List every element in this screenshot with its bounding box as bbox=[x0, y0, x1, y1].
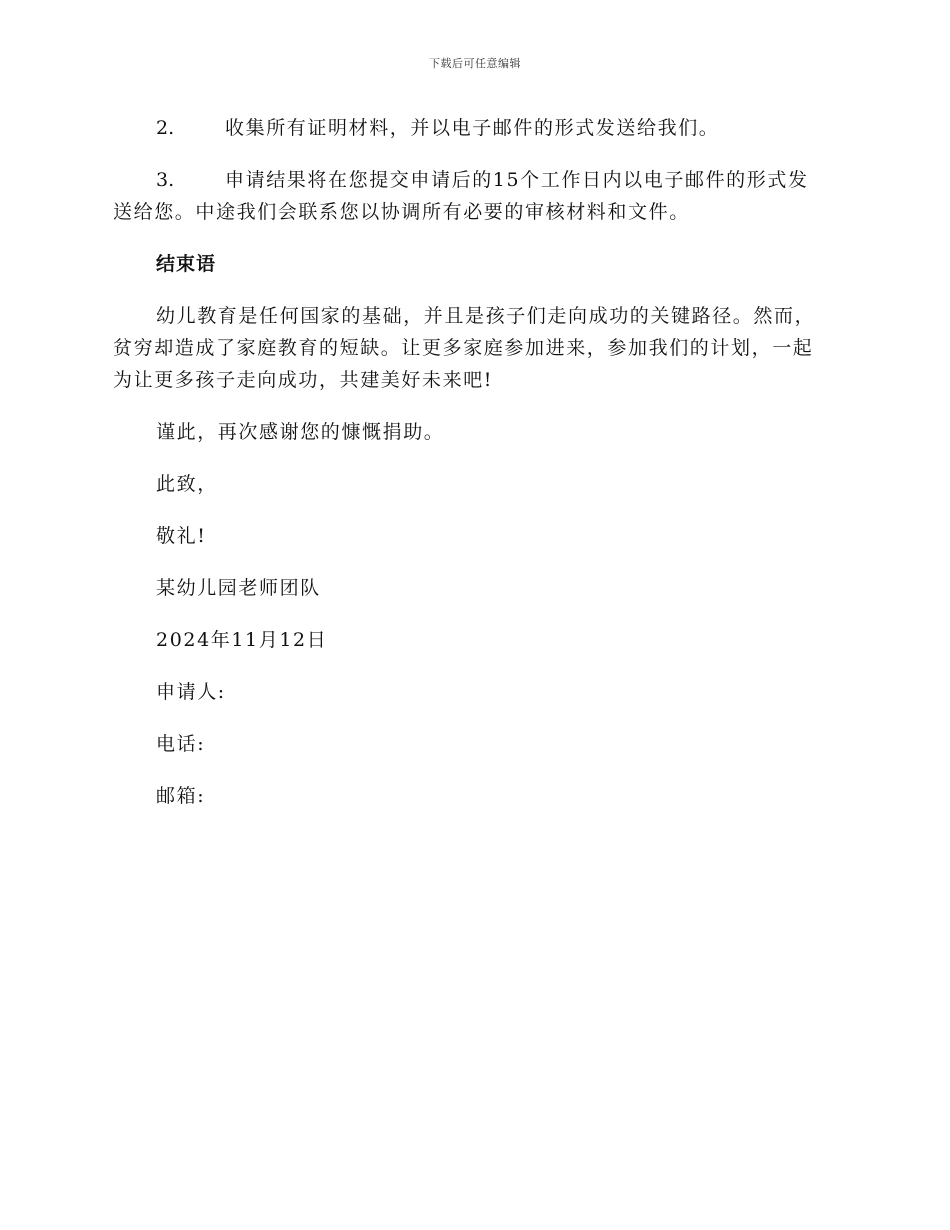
step-text: 申请结果将在您提交申请后的15个工作日内以电子邮件的形式发送给您。中途我们会联系您以协调所有必要的审核材料和文件。 bbox=[113, 169, 809, 223]
header-note: 下载后可任意编辑 bbox=[429, 57, 521, 70]
regards-line: 敬礼! bbox=[156, 525, 207, 547]
phone-label: 电话: bbox=[156, 733, 206, 755]
document-body bbox=[113, 112, 823, 832]
step-number: 2. bbox=[156, 117, 175, 139]
closing-paragraph: 幼儿教育是任何国家的基础，并且是孩子们走向成功的关键路径。然而，贫穷却造成了家庭教育的短缺。让更多家庭参加进来，参加我们的计划，一起为让更多孩子走向成功，共建美好未来吧! bbox=[113, 305, 816, 391]
salutation-line: 此致， bbox=[156, 473, 218, 495]
step-text: 收集所有证明材料，并以电子邮件的形式发送给我们。 bbox=[225, 117, 720, 139]
step-item bbox=[113, 112, 823, 144]
applicant-label: 申请人: bbox=[156, 681, 226, 703]
closing-heading: 结束语 bbox=[156, 253, 217, 275]
step-item bbox=[113, 164, 823, 228]
signature: 某幼儿园老师团队 bbox=[156, 577, 321, 599]
date-line: 2024年11月12日 bbox=[156, 629, 328, 651]
email-label: 邮箱: bbox=[156, 785, 206, 807]
step-number: 3. bbox=[156, 169, 175, 191]
thanks-line: 谨此，再次感谢您的慷慨捐助。 bbox=[156, 421, 445, 443]
